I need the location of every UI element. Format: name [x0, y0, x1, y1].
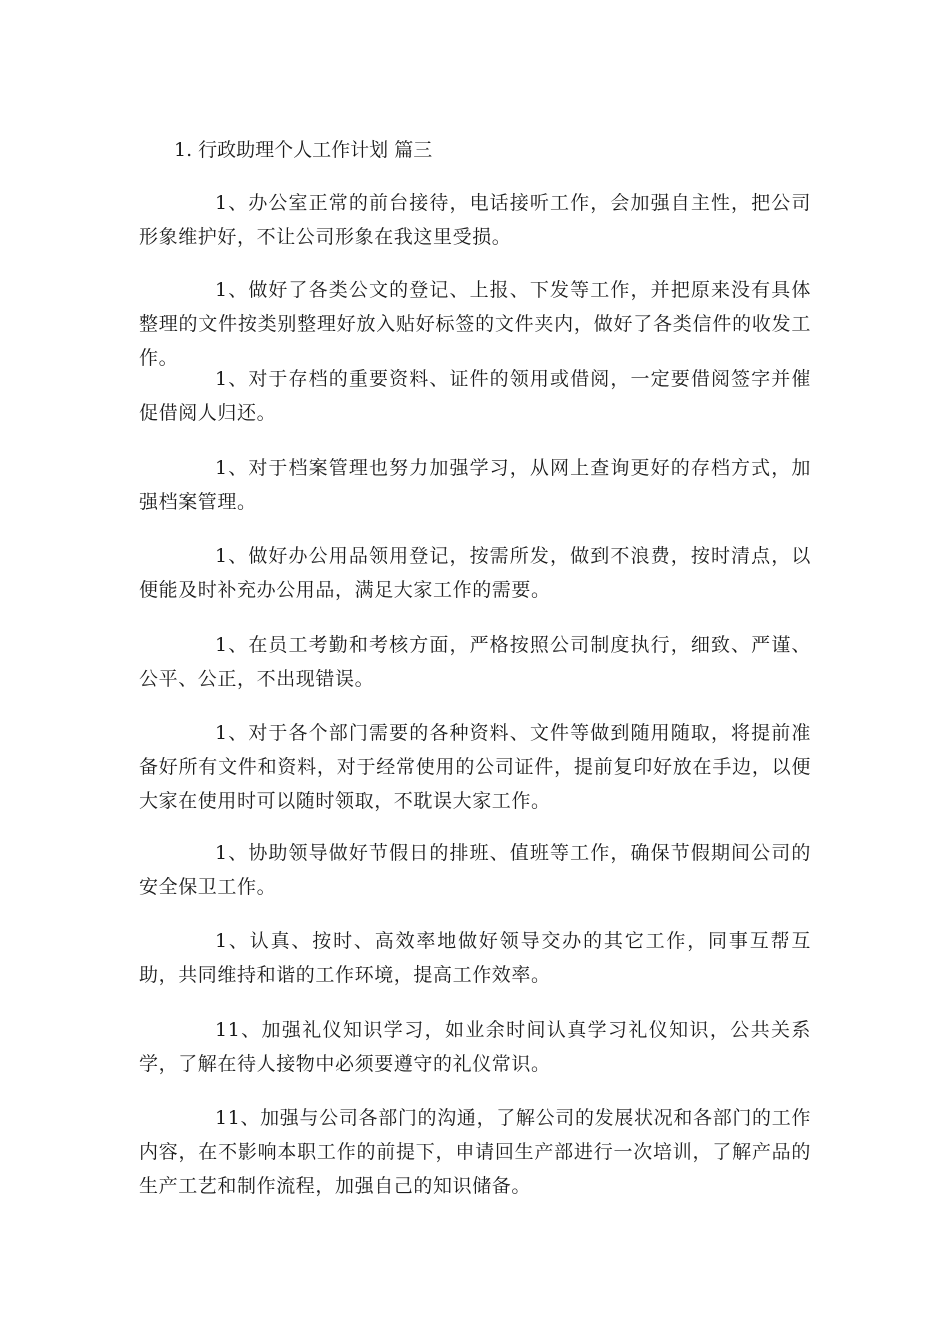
paragraph-3: 1、对于存档的重要资料、证件的领用或借阅，一定要借阅签字并催促借阅人归还。 [139, 368, 811, 424]
paragraph-8: 1、协助领导做好节假日的排班、值班等工作，确保节假期间公司的安全保卫工作。 [139, 842, 811, 898]
paragraph-1: 1、办公室正常的前台接待，电话接听工作，会加强自主性，把公司形象维护好，不让公司形象在我这里受损。 [139, 192, 811, 248]
paragraph-7: 1、对于各个部门需要的各种资料、文件等做到随用随取，将提前准备好所有文件和资料，对于经常使用的公司证件，提前复印好放在手边，以便大家在使用时可以随时领取，不耽误大家工作。 [139, 722, 811, 812]
paragraph-5: 1、做好办公用品领用登记，按需所发，做到不浪费，按时清点，以便能及时补充办公用品，满足大家工作的需要。 [139, 545, 811, 601]
paragraph-2: 1、做好了各类公文的登记、上报、下发等工作，并把原来没有具体整理的文件按类别整理好放入贴好标签的文件夹内，做好了各类信件的收发工作。 [139, 279, 811, 369]
paragraph-11: 11、加强与公司各部门的沟通，了解公司的发展状况和各部门的工作内容，在不影响本职工作的前提下，申请回生产部进行一次培训，了解产品的生产工艺和制作流程，加强自己的知识储备。 [139, 1107, 811, 1197]
paragraph-4: 1、对于档案管理也努力加强学习，从网上查询更好的存档方式，加强档案管理。 [139, 457, 811, 513]
paragraph-10: 11、加强礼仪知识学习，如业余时间认真学习礼仪知识，公共关系学，了解在待人接物中必须要遵守的礼仪常识。 [139, 1019, 811, 1075]
paragraph-9: 1、认真、按时、高效率地做好领导交办的其它工作，同事互帮互助，共同维持和谐的工作环境，提高工作效率。 [139, 930, 811, 986]
paragraph-6: 1、在员工考勤和考核方面，严格按照公司制度执行，细致、严谨、公平、公正，不出现错误。 [139, 634, 811, 690]
document-title: 1. 行政助理个人工作计划 篇三 [174, 139, 433, 161]
